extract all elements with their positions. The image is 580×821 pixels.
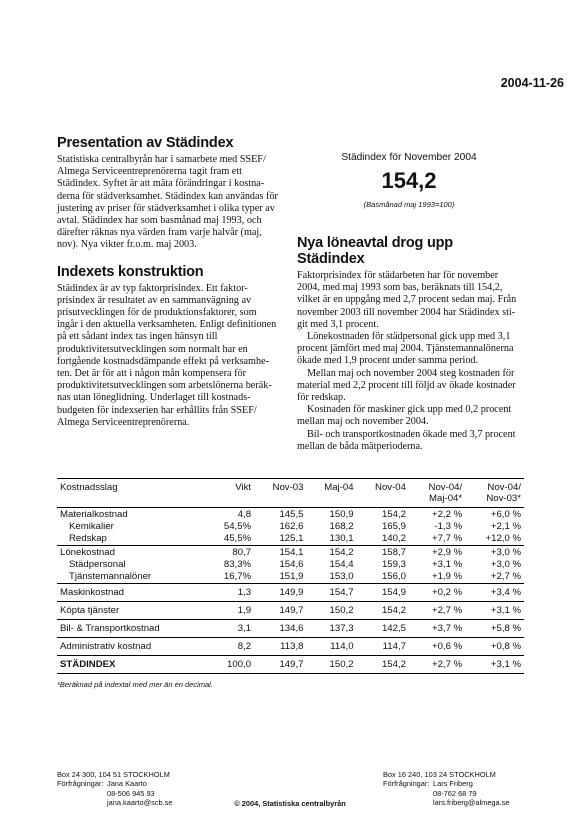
cell: +3,7 % <box>409 620 465 638</box>
cell: +3,4 % <box>465 584 524 602</box>
row-label: Städpersonal <box>69 559 126 570</box>
cell: +5,8 % <box>465 620 524 638</box>
cell: 142,5 <box>357 620 409 638</box>
cell: 114,7 <box>357 638 409 656</box>
column-header: Nov-04 <box>357 479 409 508</box>
cell: 168,2 <box>329 521 354 532</box>
cell: 1,9 <box>207 602 254 620</box>
cell: 113,8 <box>254 638 306 656</box>
news-heading: Nya löneavtal drog upp Städindex <box>297 235 453 267</box>
cell: +1,9 % <box>409 570 465 584</box>
table-row <box>57 546 524 559</box>
cell: 154,7 <box>306 584 356 602</box>
cell: 150,2 <box>306 656 356 674</box>
footer-address: Box 24 300, 104 51 STOCKHOLM <box>57 770 170 779</box>
cell: 45,5% <box>207 532 254 546</box>
row-label: Köpta tjänster <box>57 602 207 620</box>
table-row <box>57 508 524 521</box>
table-row-total <box>57 656 524 674</box>
footer-contact-name: Jana Kaarto <box>107 779 147 789</box>
row-label: STÄDINDEX <box>57 656 207 674</box>
presentation-heading: Presentation av Städindex <box>57 135 234 151</box>
cell: +0,8 % <box>465 638 524 656</box>
footer-inquiries <box>57 779 172 788</box>
news-paragraph: Kostnaden för maskiner gick upp med 0,2 procent mellan maj och november 2004. <box>297 404 512 428</box>
table-row <box>57 532 524 546</box>
cell: +2,7 % <box>409 602 465 620</box>
cell: +7,7 % <box>409 532 465 546</box>
cell: 154,2 <box>357 602 409 620</box>
cell: 4,8 <box>237 509 252 520</box>
footer-inquiries-label: Förfrågningar: <box>57 779 104 789</box>
right-column <box>297 152 521 453</box>
footer-phone: 08-506 945 93 <box>107 788 155 798</box>
index-figure-value: 154,2 <box>381 168 437 193</box>
news-paragraph: Bil- och transportkostnaden ökade med 3,7 procent mellan de båda mätperioderna. <box>297 428 516 452</box>
cell: 54,5% <box>223 521 252 532</box>
cell: 1,3 <box>207 584 254 602</box>
left-column <box>57 135 279 429</box>
footer-copyright: © 2004, Statistiska centralbyrån <box>234 799 346 808</box>
cell: 137,3 <box>306 620 356 638</box>
cell: +3,0 % <box>490 547 521 558</box>
cost-table <box>57 478 524 674</box>
table-row <box>57 520 524 532</box>
cell: +2,9 % <box>431 547 463 558</box>
cell: 134,6 <box>254 620 306 638</box>
table-row <box>57 638 524 656</box>
index-figure-note: (Basmånad maj 1993=100) <box>363 200 455 209</box>
index-figure-box <box>297 152 521 209</box>
cell: 158,7 <box>381 547 406 558</box>
column-header: Kostnadsslag <box>57 479 207 508</box>
cell: 154,2 <box>357 656 409 674</box>
footer-email[interactable]: lars.friberg@almega.se <box>433 798 510 808</box>
column-header: Vikt <box>207 479 254 508</box>
table-row <box>57 602 524 620</box>
news-paragraph: Faktorprisindex för städarbeten har för november 2004, med maj 1993 som bas, beräknats till 154,2, vilket är en uppgång med 2,7 procent sedan maj. Från november 2003 till november 2004 har Städindex sti-git med 3,1 procent. <box>297 270 517 330</box>
table-footnote: *Beräknad på indextal med mer än en decimal. <box>57 680 213 689</box>
row-label: Lönekostnad <box>60 547 115 558</box>
cell: +2,7 % <box>465 570 524 584</box>
footer-email[interactable]: jana.kaarto@scb.se <box>107 798 173 808</box>
cell: 154,9 <box>357 584 409 602</box>
footer-inquiries <box>383 779 510 788</box>
construction-heading: Indexets konstruktion <box>57 263 204 280</box>
cell: 149,7 <box>254 656 306 674</box>
index-figure-label: Städindex för November 2004 <box>341 152 477 163</box>
table-header-row <box>57 479 524 508</box>
cell: 156,0 <box>357 570 409 584</box>
column-header: Nov-04/ Maj-04* <box>409 479 465 508</box>
row-label: Tjänstemannalöner <box>57 570 207 584</box>
cell: 151,9 <box>254 570 306 584</box>
construction-text: Städindex är av typ faktorprisindex. Ett faktor-prisindex är resultatet av en sammanvägning av prisutvecklingen för de produktionsfaktorer, som ingår i den aktuella verksamheten. Enligt definitionen på ett sådant index tas ingen hänsyn till produktivitetsutvecklingen som normalt har en fortgående kostnadsdämpande effekt på verksamhe-ten. Det är för att i någon mån kompensera för produktivitetsutvecklingen som arbetslönerna beräk-nas utan löneglidning. Underlaget till kostnads-budgeten för indexserien har erhållits från SSEF/ Almega Serviceentreprenörerna. <box>57 282 277 428</box>
news-paragraph: Lönekostnaden för städpersonal gick upp med 3,1 procent jämfört med maj 2004. Tjänstemannalönerna ökade med 1,9 procent under samma period. <box>297 331 514 367</box>
cell: 150,2 <box>306 602 356 620</box>
row-label: Maskinkostnad <box>57 584 207 602</box>
column-header: Maj-04 <box>306 479 356 508</box>
cell: 3,1 <box>207 620 254 638</box>
footer-contact-name: Lars Friberg <box>433 779 473 789</box>
row-label: Administrativ kostnad <box>57 638 207 656</box>
cell: 154,1 <box>279 547 304 558</box>
cell: 16,7% <box>207 570 254 584</box>
cell: 154,4 <box>329 559 354 570</box>
cell: +2,2 % <box>431 509 463 520</box>
cell: +6,0 % <box>490 509 521 520</box>
presentation-text: Statistiska centralbyrån har i samarbete med SSEF/ Almega Serviceentreprenörerna tagit fram ett Städindex. Syftet är att mäta förändringar i kostna-derna för städverksamhet. Städindex kan användas för justering av priser för städverksamhet i olika typer av avtal. Städindex har som basmånad maj 1993, och därefter räknas nya värden fram varje halvår (maj, nov). Nya vikter fr.o.m. maj 2003. <box>57 154 278 251</box>
row-label: Bil- & Transportkostnad <box>57 620 207 638</box>
cell: 145,5 <box>279 509 304 520</box>
cell: +3,1 % <box>465 602 524 620</box>
report-date: 2004-11-26 <box>500 76 564 90</box>
row-label: Materialkostnad <box>60 509 128 520</box>
cell: 130,1 <box>306 532 356 546</box>
cell: 154,2 <box>381 509 406 520</box>
cell: -1,3 % <box>434 521 463 532</box>
table-row <box>57 558 524 570</box>
cell: 140,2 <box>357 532 409 546</box>
cell: +3,1 % <box>431 559 463 570</box>
footer-phone: 08-762 68 79 <box>433 788 477 798</box>
footer-address: Box 16 240, 103 24 STOCKHOLM <box>383 770 496 779</box>
cell: 150,9 <box>329 509 354 520</box>
cell: 114,0 <box>306 638 356 656</box>
cell: 162,6 <box>279 521 304 532</box>
row-label: Kemikalier <box>69 521 114 532</box>
cell: +12,0 % <box>465 532 524 546</box>
news-paragraph: Mellan maj och november 2004 steg kostnaden för material med 2,2 procent till följd av ökade kostnader för redskap. <box>297 367 516 404</box>
footer-inquiries-label: Förfrågningar: <box>383 779 430 789</box>
cell: 100,0 <box>207 656 254 674</box>
table-row <box>57 620 524 638</box>
cell: 154,6 <box>279 559 304 570</box>
cell: 80,7 <box>232 547 252 558</box>
cell: 154,2 <box>329 547 354 558</box>
cell: +3,1 % <box>465 656 524 674</box>
cell: +0,2 % <box>409 584 465 602</box>
cell: +2,7 % <box>409 656 465 674</box>
row-label: Redskap <box>57 532 207 546</box>
cell: 125,1 <box>254 532 306 546</box>
cell: +2,1 % <box>490 521 521 532</box>
table-row <box>57 584 524 602</box>
cell: 153,0 <box>306 570 356 584</box>
cell: 149,9 <box>254 584 306 602</box>
cell: +0,6 % <box>409 638 465 656</box>
table-row <box>57 570 524 584</box>
cell: +3,0 % <box>490 559 521 570</box>
column-header: Nov-03 <box>254 479 306 508</box>
cell: 165,9 <box>381 521 406 532</box>
cell: 8,2 <box>207 638 254 656</box>
cell: 159,3 <box>381 559 406 570</box>
cell: 83,3% <box>223 559 252 570</box>
cell: 149,7 <box>254 602 306 620</box>
column-header: Nov-04/ Nov-03* <box>465 479 524 508</box>
